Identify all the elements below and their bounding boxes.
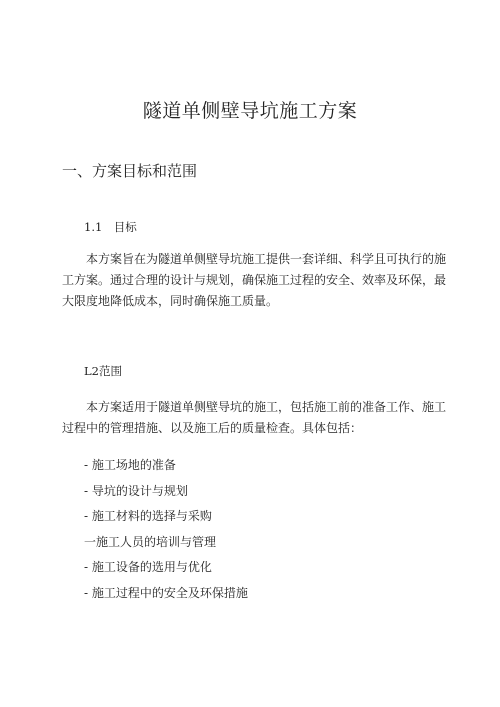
scope-list <box>84 455 248 608</box>
document-title: 隧道单侧壁导坑施工方案 <box>142 100 358 122</box>
list-item: - 导坑的设计与规划 <box>84 483 188 498</box>
list-item: - 施工材料的选择与采购 <box>84 509 212 523</box>
scope-paragraph: 本方案适用于隧道单侧壁导坑的施工，包括施工前的准备工作、施工过程中的管理措施、以及施工后的质量检查。具体包括： <box>62 400 447 435</box>
subsection-heading-scope: L2范围 <box>84 364 122 378</box>
goal-paragraph: 本方案旨在为隧道单侧壁导坑施工提供一套详细、科学且可执行的施工方案。通过合理的设计与规划，确保施工过程的安全、效率及环保，最大限度地降低成本，同时确保施工质量。 <box>62 252 447 308</box>
list-item: 一施工人员的培训与管理 <box>84 534 217 549</box>
list-item: - 施工场地的准备 <box>84 458 176 472</box>
section-heading: 一、方案目标和范围 <box>62 162 198 180</box>
list-item: - 施工过程中的安全及环保措施 <box>84 585 248 600</box>
list-item: - 施工设备的选用与优化 <box>84 560 212 574</box>
subsection-heading-goal: 1.1 目标 <box>84 220 137 234</box>
